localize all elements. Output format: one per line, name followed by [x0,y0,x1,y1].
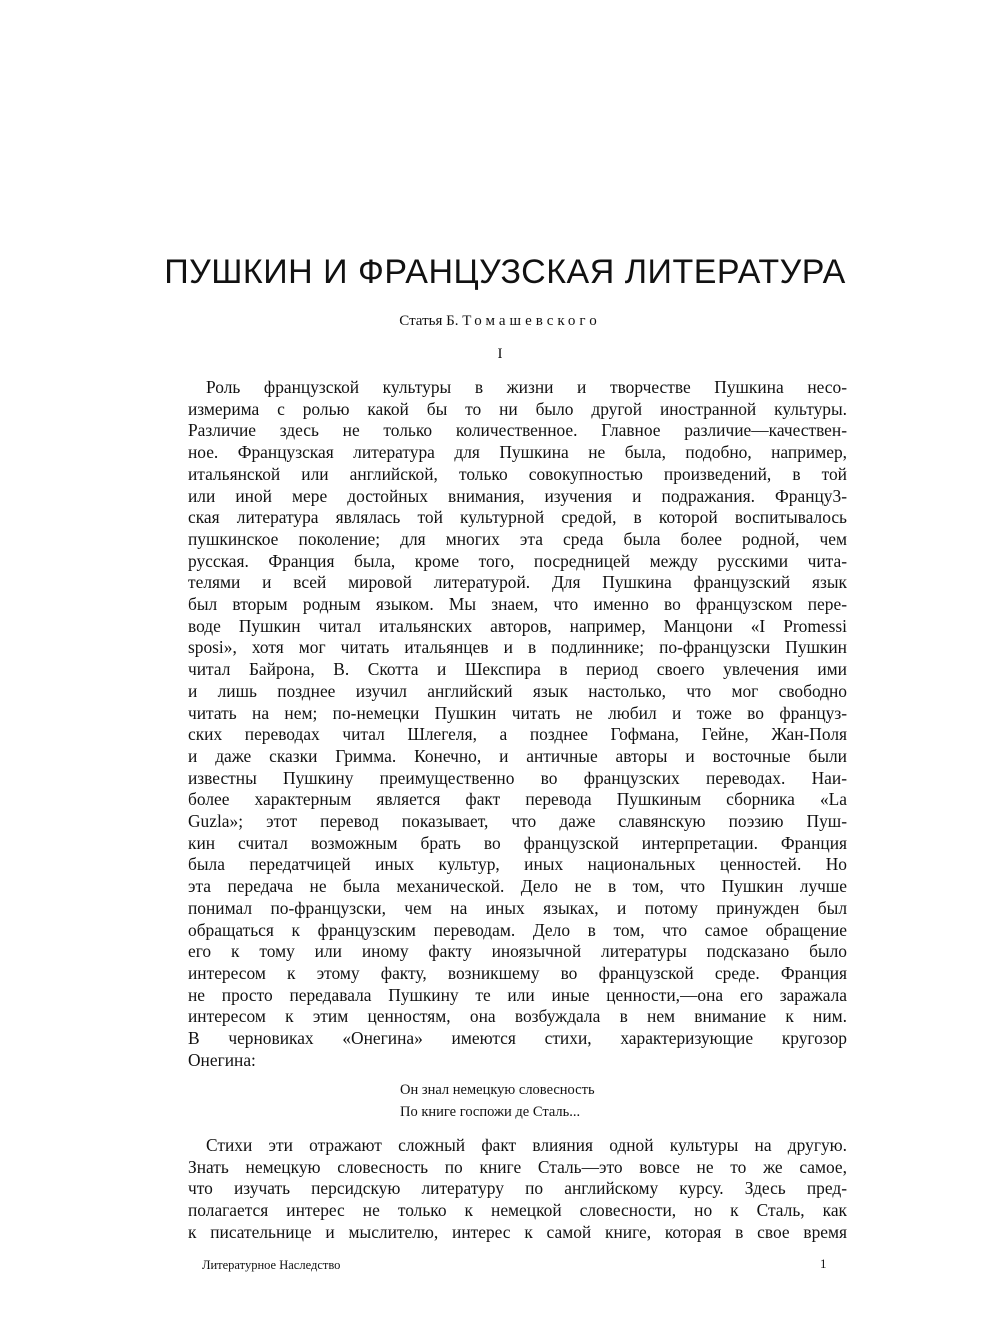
text-line: Знать немецкую словесность по книге Сталь—это вовсе не то же самое, [188,1156,847,1177]
text-line: полагается интерес не только к немецкой словесности, но к Сталь, как [188,1200,847,1221]
text-line: Различие здесь не только количественное. Главное различие—качествен- [188,420,847,441]
text-line: измерима с ролью какой бы то ни было другой иностранной культуры. [188,398,847,419]
text-line: ских переводах читал Шлегеля, а позднее Гофмана, Гейне, Жан-Поля [188,724,847,745]
text-line: и даже сказки Гримма. Конечно, и античные авторы и восточные были [188,745,847,766]
text-line: читал Байрона, В. Скотта и Шекспира в период своего увлечения ими [188,659,847,680]
text-line: русская. Франция была, кроме того, посредницей между русскими чита- [188,550,847,571]
text-line: был вторым родным языком. Мы знаем, что именно во французском пере- [188,594,847,615]
text-line: Роль французской культуры в жизни и творчестве Пушкина несо- [206,377,847,397]
text-line: ное. Французская литература для Пушкина не была, подобно, например, [188,442,847,463]
section-number: I [497,346,503,362]
verse-line: Он знал немецкую словесность [400,1082,595,1098]
paragraph-2 [188,1135,847,1244]
text-line: В черновиках «Онегина» имеются стихи, характеризующие кругозор [188,1028,847,1049]
text-line: эта передача не была механической. Дело не в том, что Пушкин лучше [188,876,847,897]
text-line: более характерным является факт перевода Пушкиным сборника «La [188,789,847,810]
verse-line: По книге госпожи де Сталь... [400,1104,581,1120]
text-line: интересом к этим ценностям, она возбуждала в нем внимание к ним. [188,1006,847,1027]
text-line: пушкинское поколение; для многих эта среда была более родной, чем [188,528,847,549]
text-line: кин считал возможным брать во французской интерпретации. Франция [188,832,847,853]
text-line: была передатчицей иных культур, иных национальных ценностей. Но [188,854,847,875]
text-line: итальянской или английской, только совокупностью произведений, в той [188,463,847,484]
text-line: телями и всей мировой литературой. Для Пушкина французский язык [188,572,847,593]
text-line: к писательнице и мыслителю, интерес к самой книге, которая в свое время [188,1221,847,1242]
text-line: обращаться к французским переводам. Дело в том, что самое обращение [188,919,847,940]
text-line: что изучать персидскую литературу по английскому курсу. Здесь пред- [188,1178,847,1199]
article-byline [300,313,700,330]
text-line: не просто передавала Пушкину те или иные ценности,—она его заражала [188,984,847,1005]
text-line: его к тому или иному факту иноязычной литературы подсказано было [188,941,847,962]
text-line: известны Пушкину преимущественно во французских переводах. Наи- [188,767,847,788]
byline-prefix: Статья Б. [399,313,459,329]
text-line: воде Пушкин читал итальянских авторов, например, Манцони «I Promessi [188,615,847,636]
text-line: Онегина: [188,1049,256,1070]
footer-publication: Литературное Наследство [202,1258,341,1272]
article-title: ПУШКИН И ФРАНЦУЗСКАЯ ЛИТЕРАТУРА [164,253,846,291]
text-line: или иной мере достойных внимания, изучения и подражания. Францу3- [188,485,847,506]
text-line: интересом к этому факту, возникшему во французской среде. Франция [188,962,847,983]
footer-page-number: 1 [820,1256,827,1271]
verse-quote [400,1079,595,1123]
text-line: понимал по-французски, чем на иных языках, и потому принужден был [188,897,847,918]
byline-author: Томашевского [462,313,601,329]
text-line: читать на нем; по-немецки Пушкин читать не любил и тоже во француз- [188,702,847,723]
text-line: Guzla»; этот перевод показывает, что даже славянскую поэзию Пуш- [188,811,847,832]
text-line: Стихи эти отражают сложный факт влияния одной культуры на другую. [206,1135,847,1155]
text-line: ская литература являлась той культурной средой, в которой воспитывалось [188,507,847,528]
text-line: и лишь позднее изучил английский язык настолько, что мог свободно [188,680,847,701]
paragraph-1 [188,377,847,1072]
text-line: sposi», хотя мог читать итальянцев и в подлиннике; по-французски Пушкин [188,637,847,658]
